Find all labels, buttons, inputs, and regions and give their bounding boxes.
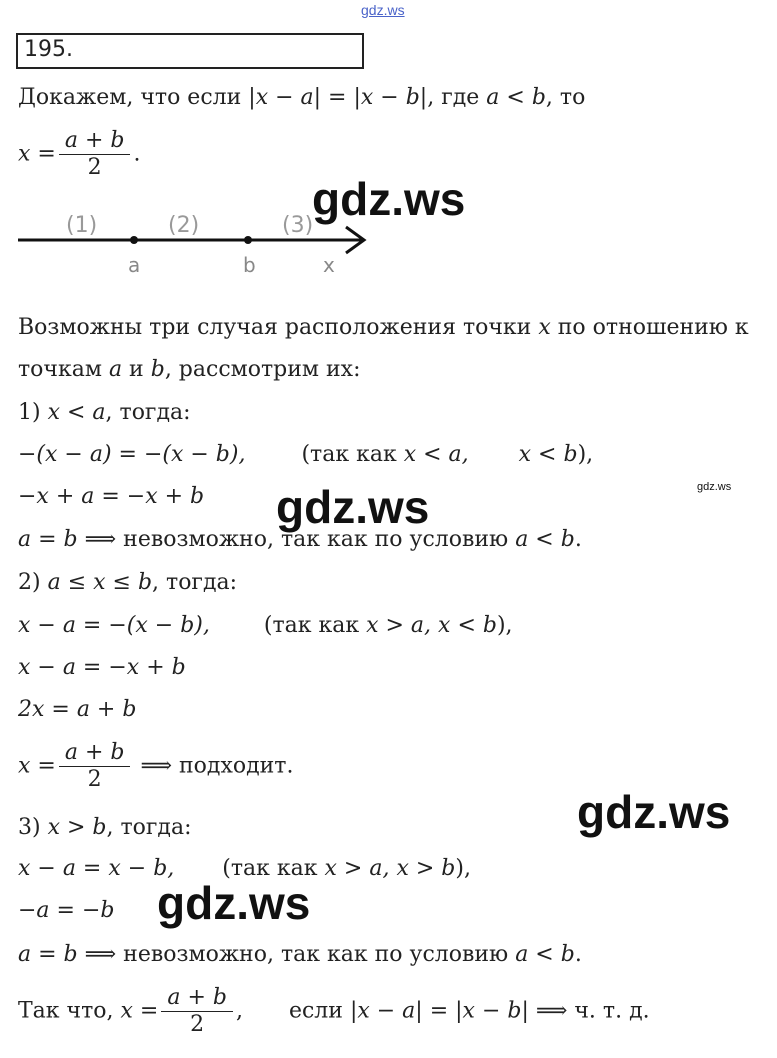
- watermark-4: gdz.ws: [157, 877, 311, 929]
- case2-header: [18, 569, 237, 597]
- task-number-box: [16, 33, 364, 69]
- cases-intro-var-a: a: [108, 357, 123, 382]
- case2-note-cond: x > a, x < b: [366, 613, 497, 638]
- region-1-label: (1): [66, 213, 98, 238]
- final-line: [18, 985, 650, 1038]
- final-denominator: 2: [190, 1012, 205, 1037]
- claim-lhs: x =: [18, 141, 56, 167]
- point-x-label: x: [323, 253, 335, 277]
- case1-concl-text: ⟹ невозможно, так как по условию: [77, 527, 516, 552]
- intro-abs-equation: |x − a| = |x − b|: [248, 85, 428, 110]
- cases-intro-line-2: [18, 356, 361, 384]
- final-pre: Так что,: [18, 998, 121, 1024]
- watermark-1: gdz.ws: [312, 173, 466, 225]
- case2-note-post: ),: [496, 613, 513, 638]
- cases-intro-var-x: x: [538, 315, 551, 340]
- case2-eq2: x − a = −x + b: [18, 655, 186, 680]
- case3-header: [18, 814, 192, 842]
- claim-line: [18, 128, 140, 181]
- intro-where: , где: [427, 85, 487, 110]
- case2-note-pre: (так как: [263, 613, 367, 638]
- final-numerator: a + b: [161, 985, 233, 1012]
- site-link[interactable]: gdz.ws: [361, 2, 405, 18]
- case2-eq2-line: [18, 654, 186, 682]
- point-a-dot: [130, 236, 138, 244]
- case1-note-pre: (так как: [301, 442, 404, 467]
- case2-result: [18, 740, 293, 793]
- case2-number: 2): [18, 570, 48, 595]
- cases-intro-text-5: , рассмотрим их:: [164, 357, 361, 382]
- point-a-label: a: [128, 253, 141, 277]
- case2-result-numerator: a + b: [59, 740, 131, 767]
- claim-denominator: 2: [87, 155, 102, 180]
- region-2-label: (2): [168, 213, 200, 238]
- case3-note-post: ),: [455, 856, 471, 881]
- final-end: ⟹ ч. т. д.: [528, 998, 650, 1024]
- case1-concl-cond: a < b: [515, 527, 575, 552]
- case2-eq1: x − a = −(x − b),: [18, 613, 210, 638]
- case3-eq2: −a = −b: [18, 898, 115, 923]
- case3-concl-eq: a = b: [18, 942, 78, 967]
- case1-note-cond1: x < a,: [403, 442, 469, 467]
- case1-note-post: ),: [577, 442, 594, 467]
- point-b-label: b: [243, 253, 256, 277]
- cases-intro-text-1: Возможны три случая расположения точки: [18, 315, 539, 340]
- final-comma: ,: [235, 998, 243, 1024]
- watermark-2: gdz.ws: [276, 481, 430, 533]
- cases-intro-line-1: [18, 314, 749, 342]
- case2-condition: a ≤ x ≤ b: [47, 570, 153, 595]
- point-b-dot: [244, 236, 252, 244]
- case3-conclusion: [18, 941, 582, 969]
- final-fraction: [161, 985, 233, 1038]
- watermark-small: gdz.ws: [697, 481, 732, 493]
- case2-eq1-line: [18, 612, 513, 640]
- case1-eq2-line: [18, 483, 204, 511]
- case3-concl-end: .: [574, 942, 582, 967]
- case1-eq1-line: [18, 441, 593, 469]
- case2-result-denominator: 2: [87, 767, 102, 792]
- final-lhs: x =: [120, 998, 159, 1024]
- claim-numerator: a + b: [59, 128, 131, 155]
- case2-result-lhs: x =: [18, 753, 56, 779]
- final-if: если: [288, 998, 350, 1024]
- case3-condition: x > b: [47, 815, 107, 840]
- case1-eq1: −(x − a) = −(x − b),: [18, 442, 246, 467]
- intro-line: [18, 84, 585, 112]
- case3-concl-text: ⟹ невозможно, так как по условию: [77, 942, 516, 967]
- cases-intro-text-2: по отношению к: [550, 315, 749, 340]
- task-number: 195.: [24, 37, 73, 62]
- case1-number: 1): [18, 400, 48, 425]
- case3-number: 3): [18, 815, 48, 840]
- case1-eq2: −x + a = −x + b: [18, 484, 205, 509]
- claim-end: .: [133, 141, 141, 167]
- region-3-label: (3): [282, 213, 314, 238]
- case2-result-text: ⟹ подходит.: [133, 753, 294, 779]
- case3-header-end: , тогда:: [106, 815, 192, 840]
- cases-intro-text-3: точкам: [18, 357, 109, 382]
- case2-header-end: , тогда:: [152, 570, 238, 595]
- final-abs-equation: |x − a| = |x − b|: [349, 998, 529, 1024]
- case1-note-cond2: x < b: [518, 442, 578, 467]
- case3-eq2-line: [18, 897, 115, 925]
- cases-intro-var-b: b: [150, 357, 165, 382]
- case1-header-end: , тогда:: [105, 400, 191, 425]
- cases-intro-text-4: и: [122, 357, 151, 382]
- case3-note-cond: x > a, x > b: [324, 856, 456, 881]
- case2-eq3: 2x = a + b: [18, 697, 137, 722]
- watermark-3: gdz.ws: [577, 786, 731, 838]
- case1-concl-end: .: [574, 527, 582, 552]
- intro-text: Докажем, что если: [18, 85, 249, 110]
- claim-fraction: [59, 128, 131, 181]
- case2-result-fraction: [59, 740, 131, 793]
- intro-to: , то: [545, 85, 586, 110]
- case2-eq3-line: [18, 696, 136, 724]
- case3-concl-cond: a < b: [515, 942, 575, 967]
- intro-condition: a < b: [486, 85, 546, 110]
- case3-eq1: x − a = x − b,: [18, 856, 175, 881]
- case3-note-pre: (так как: [222, 856, 325, 881]
- case1-condition: x < a: [47, 400, 106, 425]
- case1-concl-eq: a = b: [18, 527, 78, 552]
- case1-header: [18, 399, 191, 427]
